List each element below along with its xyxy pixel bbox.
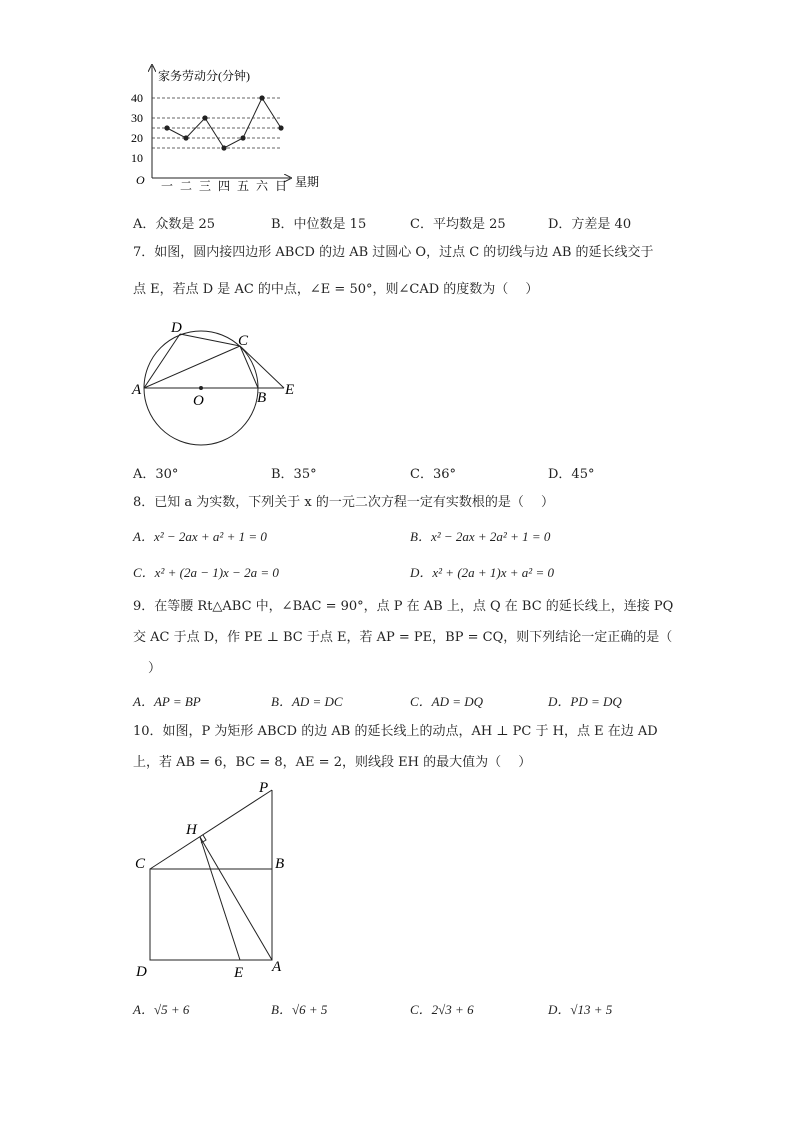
x-tick-label: 四 — [218, 179, 231, 193]
segment-ah — [200, 837, 272, 960]
origin-label: O — [136, 173, 145, 187]
q8-option-b: B．x² − 2ax + 2a² + 1 = 0 — [410, 529, 551, 544]
label-b: B — [275, 856, 285, 872]
q7-stem-line1: 7．如图，圆内接四边形 ABCD 的边 AB 过圆心 O，过点 C 的切线与边 AB 的延长线交于 — [133, 245, 654, 260]
y-tick-label: 30 — [131, 111, 143, 125]
q6-option-c: C．平均数是 25 — [410, 217, 506, 232]
data-point — [221, 145, 226, 150]
q7-option-b: B．35° — [271, 467, 317, 482]
data-point — [278, 125, 283, 130]
q7-circle-figure — [128, 318, 308, 450]
q10-stem-line1: 10．如图，P 为矩形 ABCD 的边 AB 的延长线上的动点，AH ⊥ PC 于 H，点 E 在边 AD — [133, 724, 658, 739]
q8-stem: 8．已知 a 为实数，下列关于 x 的一元二次方程一定有实数根的是（ ） — [133, 495, 555, 510]
q10-option-a: A．√5 + 6 — [133, 1002, 190, 1017]
label-a: A — [132, 382, 142, 398]
q9-option-b: B．AD = DC — [271, 694, 343, 709]
data-point — [259, 95, 264, 100]
segment-cp — [150, 790, 272, 869]
q7-option-a: A．30° — [133, 467, 179, 482]
data-point — [164, 125, 169, 130]
q6-option-a: A．众数是 25 — [133, 217, 216, 232]
center-point — [199, 386, 203, 390]
x-tick-label: 三 — [199, 179, 212, 193]
segment-eh — [200, 837, 240, 960]
label-o: O — [193, 393, 204, 409]
segment-cb — [240, 346, 258, 388]
rectangle-abcd — [150, 869, 272, 960]
q10-option-d: D．√13 + 5 — [548, 1002, 613, 1017]
label-e: E — [234, 965, 244, 981]
y-tick-label: 20 — [131, 131, 143, 145]
x-tick-label: 一 — [161, 179, 174, 193]
q10-option-b: B．√6 + 5 — [271, 1002, 328, 1017]
y-tick-label: 40 — [131, 91, 143, 105]
label-a: A — [272, 959, 282, 975]
q9-stem-line1: 9．在等腰 Rt△ABC 中，∠BAC = 90°，点 P 在 AB 上，点 Q 在 BC 的延长线上，连接 PQ — [133, 599, 674, 614]
label-d: D — [171, 320, 182, 336]
x-tick-label: 五 — [237, 179, 250, 193]
label-p: P — [259, 780, 269, 796]
x-tick-label: 日 — [275, 179, 288, 193]
q9-option-c: C．AD = DQ — [410, 694, 484, 709]
label-c: C — [238, 333, 249, 349]
q10-stem-line2: 上，若 AB = 6，BC = 8，AE = 2，则线段 EH 的最大值为（ ） — [133, 755, 532, 770]
q6-option-d: D．方差是 40 — [548, 217, 632, 232]
data-point — [240, 135, 245, 140]
label-d: D — [136, 964, 147, 980]
label-c: C — [135, 856, 146, 872]
x-tick-label: 六 — [256, 179, 269, 193]
y-tick-label: 10 — [131, 151, 143, 165]
label-h: H — [186, 822, 197, 838]
x-tick-label: 二 — [180, 179, 193, 193]
q9-option-a: A．AP = BP — [133, 694, 201, 709]
q7-stem-line2: 点 E，若点 D 是 AC 的中点，∠E = 50°，则∠CAD 的度数为（ ） — [133, 282, 539, 297]
tangent-ce — [240, 346, 284, 388]
q8-option-c: C．x² + (2a − 1)x − 2a = 0 — [133, 565, 279, 580]
q7-option-c: C．36° — [410, 467, 456, 482]
q8-option-d: D．x² + (2a + 1)x + a² = 0 — [410, 565, 554, 580]
q9-option-d: D．PD = DQ — [548, 694, 622, 709]
data-point — [183, 135, 188, 140]
label-b: B — [257, 390, 267, 406]
q7-option-d: D．45° — [548, 467, 595, 482]
q10-option-c: C．2√3 + 6 — [410, 1002, 474, 1017]
q9-stem-line3: ） — [148, 661, 162, 676]
q6-option-b: B．中位数是 15 — [271, 217, 367, 232]
x-axis-label: 星期 — [295, 175, 320, 189]
q10-rectangle-figure — [130, 778, 290, 983]
data-point — [202, 115, 207, 120]
household-labor-line-chart — [125, 62, 340, 197]
q8-option-a: A．x² − 2ax + a² + 1 = 0 — [133, 529, 267, 544]
series-line — [167, 98, 281, 148]
label-e: E — [285, 382, 295, 398]
y-axis-label: 家务劳动分(分钟) — [158, 69, 250, 83]
q9-stem-line2: 交 AC 于点 D，作 PE ⊥ BC 于点 E，若 AP = PE，BP = CQ，则下列结论一定正确的是（ — [133, 630, 673, 645]
